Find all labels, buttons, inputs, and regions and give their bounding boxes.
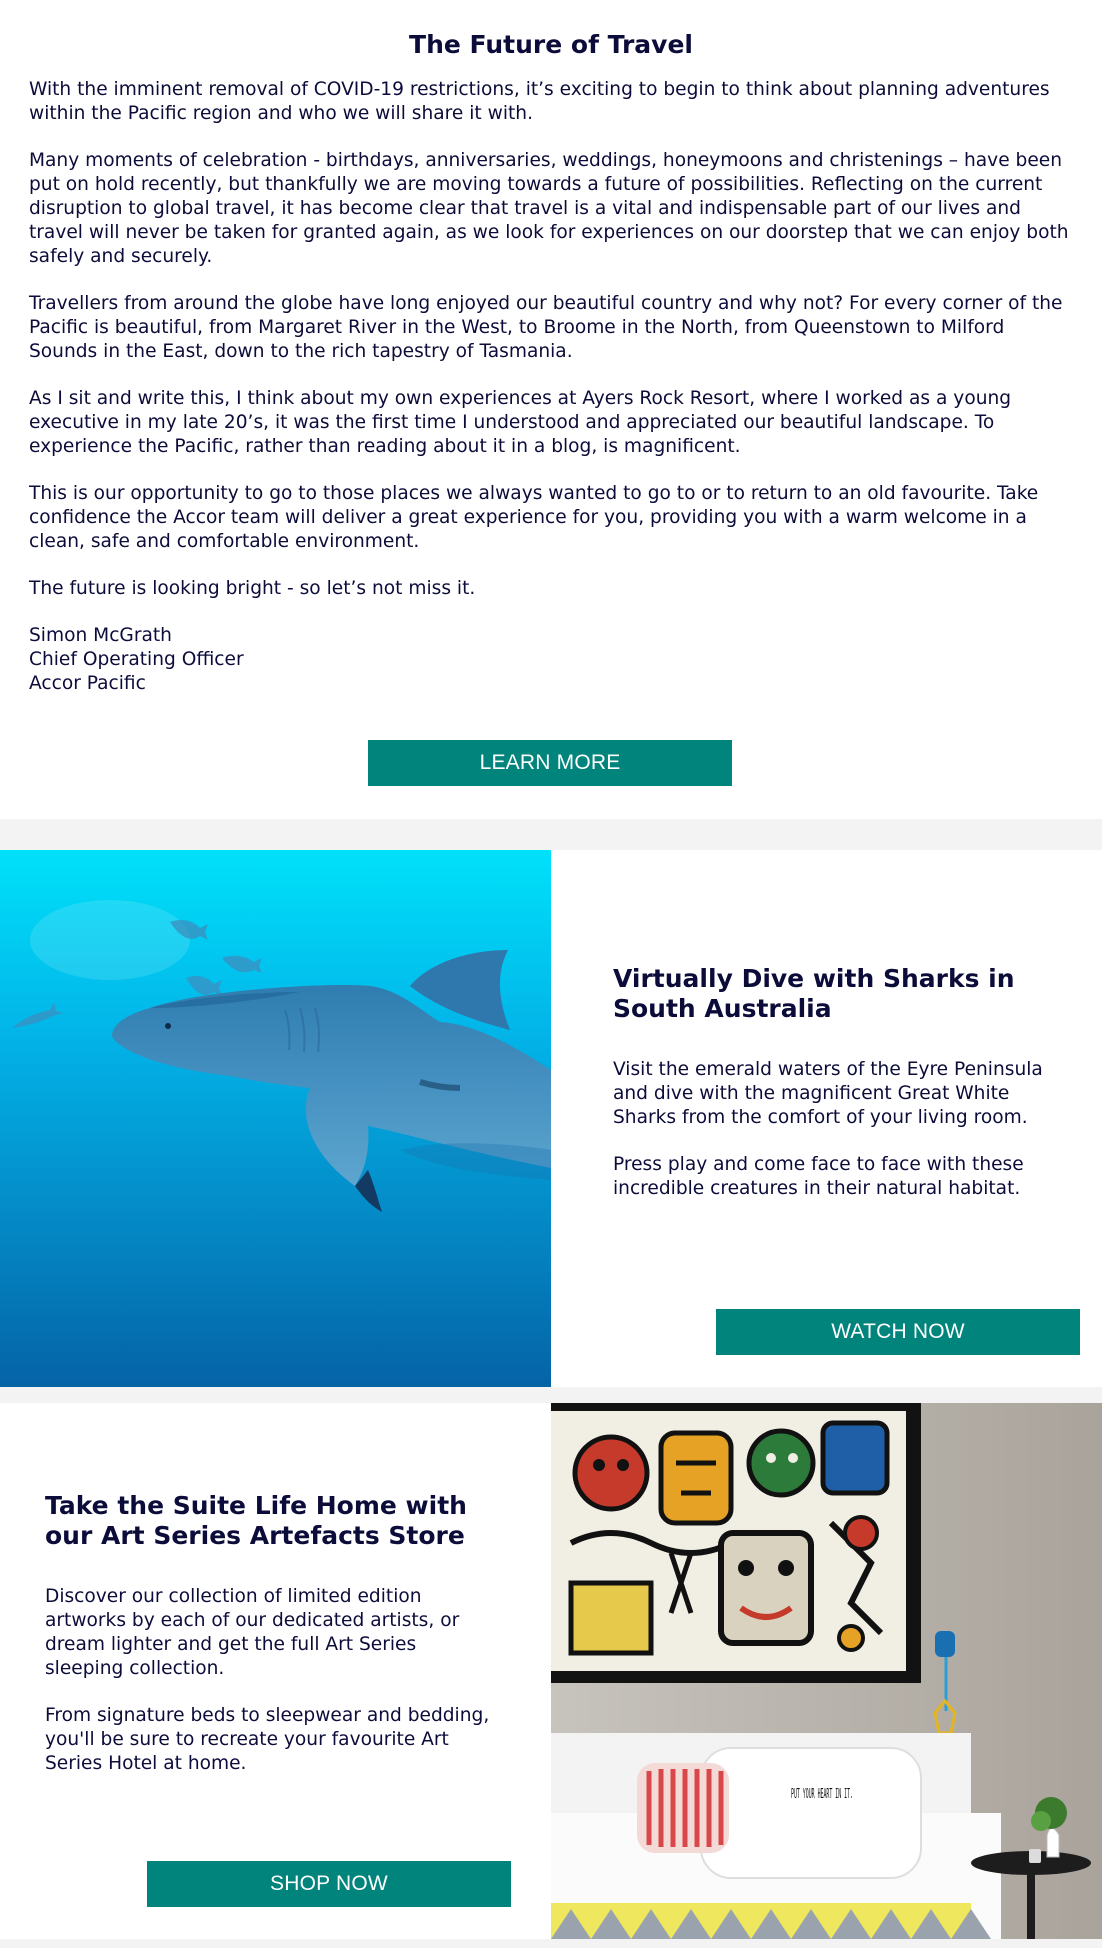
letter-section [0, 0, 1102, 819]
letter-paragraph: The future is looking bright - so let’s not miss it. [29, 578, 476, 599]
sharks-section [0, 850, 1102, 1387]
shop-now-button[interactable]: SHOP NOW [147, 1861, 511, 1907]
art-section [0, 1403, 1102, 1939]
watch-now-button[interactable]: WATCH NOW [716, 1309, 1080, 1355]
sharks-paragraph: Press play and come face to face with these incredible creatures in their natural habitat. [613, 1154, 1024, 1199]
signature-company: Accor Pacific [29, 673, 146, 694]
art-text [45, 1491, 490, 1799]
hotel-room-image [551, 1403, 1102, 1939]
letter-paragraph: With the imminent removal of COVID-19 restrictions, it’s exciting to begin to think about planning adventures within the Pacific region and who we will share it with. [29, 79, 1050, 124]
sharks-title: Virtually Dive with Sharks in South Australia [613, 964, 1015, 1023]
shark-image [0, 850, 551, 1387]
letter-paragraph: This is our opportunity to go to those places we always wanted to go to or to return to an old favourite. Take confidence the Accor team will deliver a great experience for you, providing you with a warm welcome in a clean, safe and comfortable environment. [29, 483, 1039, 552]
sharks-paragraph: Visit the emerald waters of the Eyre Peninsula and dive with the magnificent Great White Sharks from the comfort of your living room. [613, 1059, 1043, 1128]
sharks-text [613, 964, 1063, 1224]
learn-more-button[interactable]: LEARN MORE [368, 740, 732, 786]
pillow-text: PUT YOUR HEART IN IT. [791, 1787, 853, 1802]
letter-paragraph: As I sit and write this, I think about my own experiences at Ayers Rock Resort, where I worked as a young executive in my late 20’s, it was the first time I understood and appreciated our beautiful landscape. To experience the Pacific, rather than reading about it in a blog, is magnificent. [29, 388, 1012, 457]
art-paragraph: From signature beds to sleepwear and bedding, you'll be sure to recreate your favourite Art Series Hotel at home. [45, 1705, 490, 1774]
art-paragraph: Discover our collection of limited edition artworks by each of our dedicated artists, or dream lighter and get the full Art Series sleeping collection. [45, 1586, 460, 1679]
letter-body [29, 78, 1075, 719]
section-divider [0, 819, 1102, 850]
signature-name: Simon McGrath [29, 625, 172, 646]
letter-title: The Future of Travel [409, 30, 693, 59]
section-divider [0, 1387, 1102, 1403]
letter-paragraph: Many moments of celebration - birthdays, anniversaries, weddings, honeymoons and christenings – have been put on hold recently, but thankfully we are moving towards a future of possibilities. Reflecting on the current disruption to global travel, it has become clear that travel is a vital and indispensable part of our lives and travel will never be taken for granted again, as we look for experiences on our doorstep that we can enjoy both safely and securely. [29, 150, 1069, 267]
art-title: Take the Suite Life Home with our Art Series Artefacts Store [45, 1491, 467, 1550]
section-divider [0, 1939, 1102, 1948]
pillow-striped [637, 1763, 729, 1853]
letter-paragraph: Travellers from around the globe have long enjoyed our beautiful country and why not? For every corner of the Pacific is beautiful, from Margaret River in the West, to Broome in the North, from Queenstown to Milford Sounds in the East, down to the rich tapestry of Tasmania. [29, 293, 1063, 362]
pillow-white [701, 1748, 921, 1878]
signature-block [29, 624, 1075, 696]
signature-role: Chief Operating Officer [29, 649, 244, 670]
